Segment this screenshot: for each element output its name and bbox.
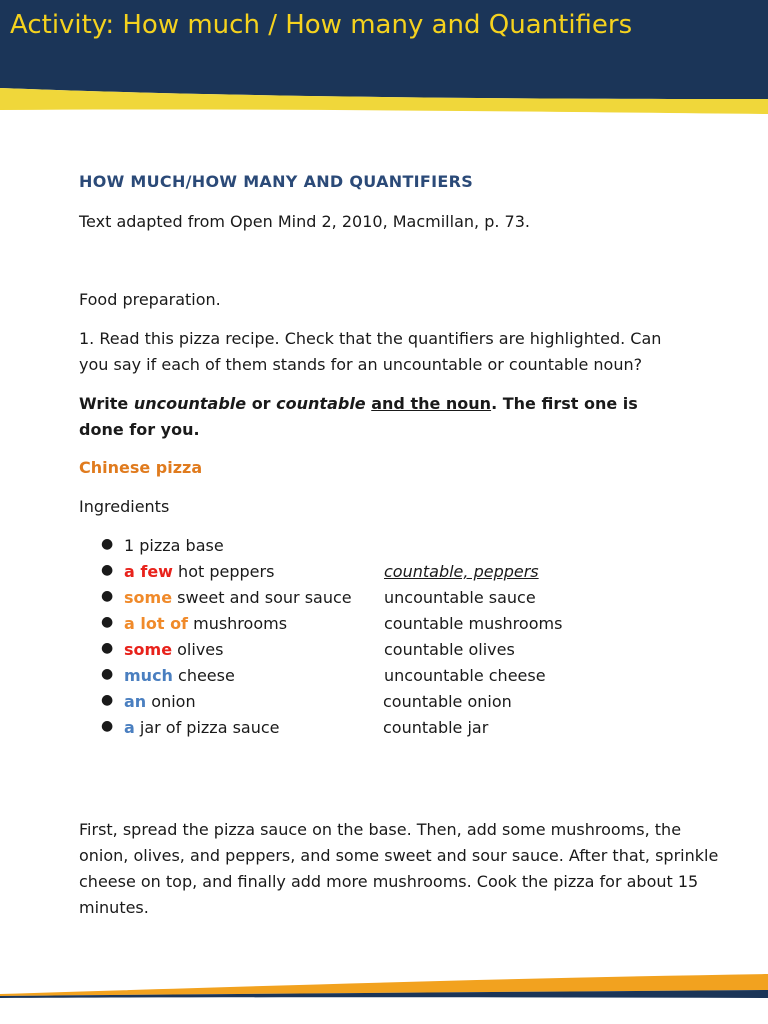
ingredients-label: Ingredients xyxy=(79,497,170,516)
ingredient-text xyxy=(124,640,223,659)
ingredient-name: mushrooms xyxy=(188,614,288,633)
footer-graphic xyxy=(0,970,768,1010)
ingredient-name: hot peppers xyxy=(172,562,275,581)
ingredient-text xyxy=(124,666,235,685)
task-uncountable: uncountable xyxy=(133,394,247,413)
task-or: or xyxy=(251,394,271,413)
bullet-icon: ● xyxy=(101,640,114,656)
recipe-title: Chinese pizza xyxy=(79,458,203,477)
quantifier: a lot of xyxy=(124,614,189,633)
ingredient-answer: uncountable sauce xyxy=(384,588,536,607)
task-and-the-noun: and the noun xyxy=(371,394,492,413)
instruction-line-1: 1. Read this pizza recipe. Check that the quantifiers are highlighted. Can xyxy=(79,329,662,348)
task-rest: . The first one is xyxy=(491,394,638,413)
quantifier: some xyxy=(124,640,173,659)
ingredient-text xyxy=(124,588,352,607)
quantifier: much xyxy=(124,666,173,685)
ingredient-answer: countable onion xyxy=(383,692,512,711)
task-instruction xyxy=(79,394,638,413)
bullet-icon: ● xyxy=(101,666,114,682)
ingredient-text xyxy=(124,614,287,633)
ingredient-text xyxy=(124,536,224,555)
task-write: Write xyxy=(79,394,129,413)
topic-label: Food preparation. xyxy=(79,290,221,309)
quantifier: an xyxy=(124,692,147,711)
ingredient-name: sweet and sour sauce xyxy=(172,588,352,607)
ingredient-answer: countable, peppers xyxy=(384,562,539,581)
ingredient-text xyxy=(124,692,196,711)
task-instruction-line-2: done for you. xyxy=(79,420,200,439)
bullet-icon: ● xyxy=(101,562,114,578)
instructions-paragraph: First, spread the pizza sauce on the base. Then, add some mushrooms, the onion, olives, and peppers, and some sweet and sour sauce. After that, sprinkle cheese on top, and finally add more mushrooms. Cook the pizza for about 15 minutes. xyxy=(79,820,719,917)
footer-stripe xyxy=(0,970,768,1010)
quantifier: a xyxy=(124,718,135,737)
bullet-icon: ● xyxy=(101,536,114,552)
ingredient-answer: countable mushrooms xyxy=(384,614,563,633)
ingredient-name: jar of pizza sauce xyxy=(134,718,280,737)
ingredient-name: olives xyxy=(172,640,224,659)
ingredient-answer: countable jar xyxy=(383,718,489,737)
bullet-icon: ● xyxy=(101,718,114,734)
ingredient-text xyxy=(124,562,274,581)
quantifier: some xyxy=(124,588,173,607)
instruction-line-2: you say if each of them stands for an uncountable or countable noun? xyxy=(79,355,643,374)
bullet-icon: ● xyxy=(101,614,114,630)
ingredient-name: onion xyxy=(146,692,196,711)
ingredient-answer: countable olives xyxy=(384,640,515,659)
bullet-icon: ● xyxy=(101,588,114,604)
ingredient-name: 1 pizza base xyxy=(124,536,224,555)
header-banner xyxy=(0,0,768,118)
task-countable: countable xyxy=(276,394,366,413)
source-citation: Text adapted from Open Mind 2, 2010, Macmillan, p. 73. xyxy=(79,212,530,231)
page-title: Activity: How much / How many and Quantifiers xyxy=(10,10,633,40)
ingredient-answer: uncountable cheese xyxy=(384,666,546,685)
section-heading: HOW MUCH/HOW MANY AND QUANTIFIERS xyxy=(79,172,474,191)
bullet-icon: ● xyxy=(101,692,114,708)
ingredient-text xyxy=(124,718,280,737)
ingredient-name: cheese xyxy=(172,666,235,685)
quantifier: a few xyxy=(124,562,173,581)
